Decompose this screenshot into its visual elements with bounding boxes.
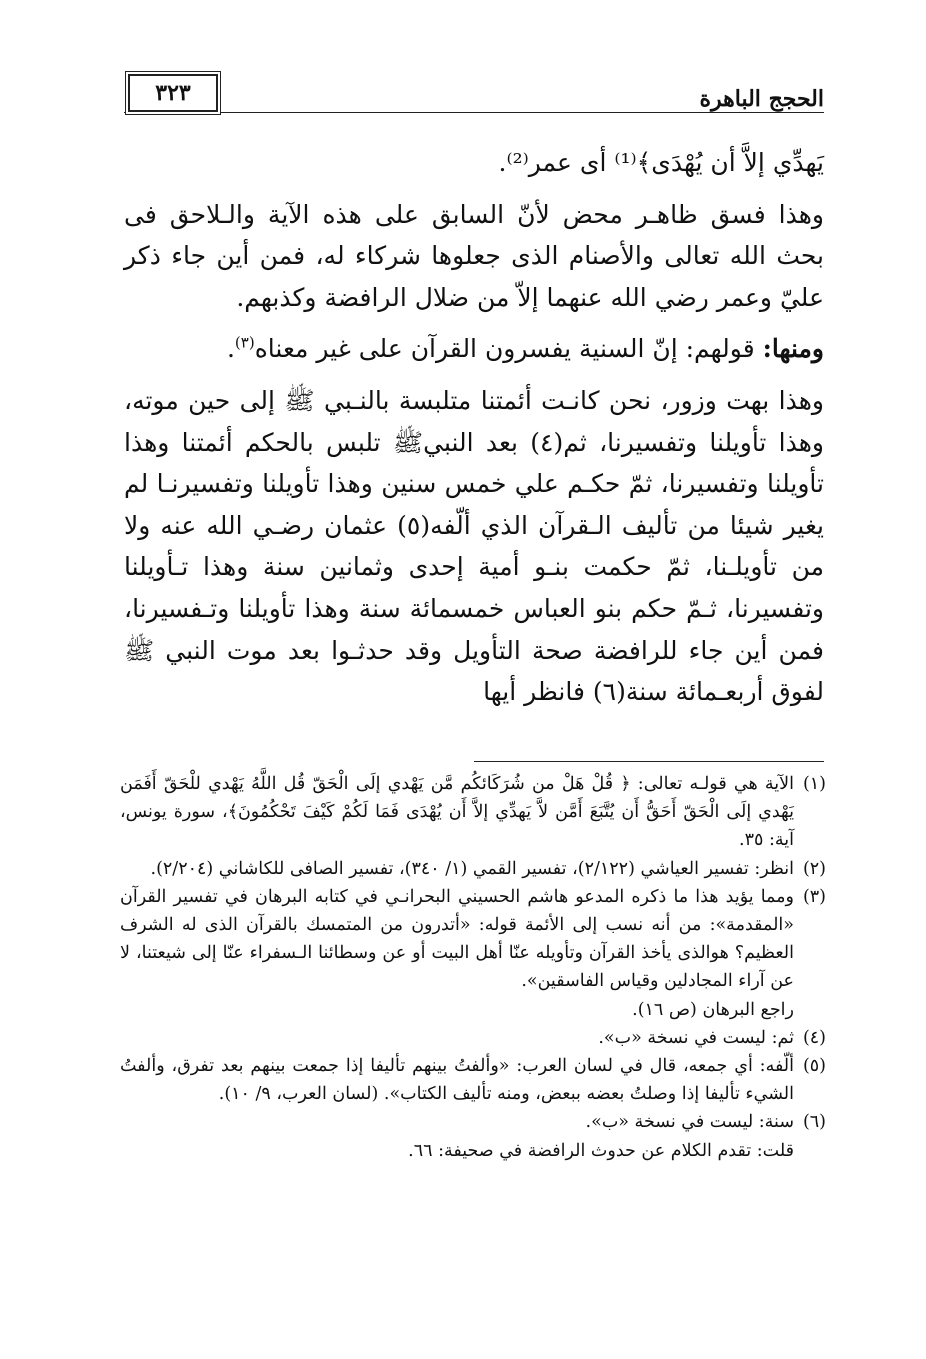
footnote-number: (٤) bbox=[802, 1027, 826, 1048]
footnote-2 bbox=[120, 855, 826, 883]
footnote-reference: راجع البرهان (ص ١٦). bbox=[632, 999, 794, 1020]
footnote-number: (٦) bbox=[802, 1112, 826, 1133]
footnote-number: (١) bbox=[802, 774, 826, 794]
footnote-5 bbox=[120, 1052, 826, 1108]
paragraph-3-text: قولهم: إنّ السنية يفسرون القرآن على غير معناه bbox=[254, 334, 755, 364]
paragraph-4: وهذا بهت وزور، نحن كانـت أئمتنا متلبسة بالنـبي ﷺ إلى حين موته، وهذا تأويلنا وتفسيرنا، ثم(٤) بعد النبيﷺ تلبس بالحكم أئمتنا وهذا تأويلنا وتفسيرنا، ثمّ حكـم علي خمس سنين وهذا تأويلنا وتفسيرنـا لم يغير شيئا من تأليف الـقرآن الذي ألّفه(٥) عثمان رضـي الله عنه ولا من تأويلـنا، ثمّ حكمت بنـو أمية إحدى وثمانين سنة وهذا تـأويلنا وتفسيرنا، ثـمّ حكم بنو العباس خمسمائة سنة وهذا تأويلنا وتـفسيرنا، فمن أين جاء للرافضة صحة التأويل وقد حدثـوا بعد موت النبي ﷺ لفوق أربعـمائة سنة(٦) فانظر أيها bbox=[124, 385, 824, 707]
footnote-separator bbox=[474, 761, 824, 762]
footnote-text: ثم: ليست في نسخة «ب». bbox=[598, 1027, 794, 1048]
footnote-number: (٢) bbox=[802, 858, 826, 879]
footnote-text: سنة: ليست في نسخة «ب». bbox=[585, 1112, 794, 1133]
footnote-3 bbox=[120, 883, 826, 1024]
footnote-text: ومما يؤيد هذا ما ذكره المدعو هاشم الحسيني البحرانـي في كتابه البرهان في تفسير القرآن «المقدمة»: من أنه نسب إلى الأئمة قوله: «أتدرون من المتمسك بالقرآن الذى له الشرف العظيم؟ هوالذى يأخذ القرآن وتأويله عنّا أهل البيت أو عن وسطائنا الـسفراء عنّا إلى شيعتنا، لا عن آراء المجادلين وقياس الفاسقين». bbox=[120, 886, 794, 992]
footnotes bbox=[120, 770, 826, 1165]
section-lead: ومنها: bbox=[762, 334, 824, 364]
footnote-text: الآية هي قولـه تعالى: ﴿ قُلْ هَلْ من شُرَكَائكُم مَّن يَهْدي إلَى الْحَقّ قُل اللَّهُ يَهْدي للْحَقّ أَفَمَن يَهْدي إلَى الْحَقّ أَحَقُّ أَن يُتَّبَعَ أَمَّن لاَّ يَهدِّي إلاَّ أَن يُهْدَى فَمَا لَكُمْ كَيْفَ تَحْكُمُونَ﴾، سورة يونس، آية: ٣٥. bbox=[120, 774, 794, 851]
paragraph-1: يَهدِّي إلاَّ أن يُهْدَى﴾⁽¹⁾ أى عمر⁽²⁾. bbox=[498, 148, 824, 177]
footnote-1 bbox=[120, 770, 826, 855]
running-title: الحجج الباهرة bbox=[699, 86, 824, 112]
paragraph-2: وهذا فسق ظاهـر محض لأنّ السابق على هذه الآية والـلاحق فى بحث الله تعالى والأصنام الذى جعلوها شركاء له، فمن أين جاء ذكر عليّ وعمر رضي الله عنهما إلاّ من ضلال الرافضة وكذبهم. bbox=[124, 199, 824, 312]
page-header bbox=[124, 68, 824, 113]
footnote-6 bbox=[120, 1108, 826, 1136]
main-text bbox=[124, 142, 824, 713]
footnote-ref-3: (٣) bbox=[234, 334, 255, 353]
closing-note: قلت: تقدم الكلام عن حدوث الرافضة في صحيفة: ٦٦. bbox=[408, 1140, 794, 1161]
footnote-text: انظر: تفسير العياشي (٢/١٢٢)، تفسير القمي (١/ ٣٤٠)، تفسير الصافى للكاشاني (٢/٢٠٤). bbox=[150, 858, 794, 879]
page-number: ٣٢٣ bbox=[128, 74, 218, 112]
paragraph-3: ومنها: قولهم: إنّ السنية يفسرون القرآن على غير معناه$^{(٣)}$. bbox=[226, 334, 824, 364]
footnote-number: (٥) bbox=[802, 1056, 826, 1077]
footnote-text: ألّفه: أي جمعه، قال في لسان العرب: «وألفتُ بينهم تأليفا إذا جمعت بينهم بعد تفرق، وألفتُ الشيء تأليفا إذا وصلتُ بعضه ببعض، ومنه تأليف الكتاب». (لسان العرب، ٩/ ١٠). bbox=[120, 1056, 794, 1105]
footnote-4 bbox=[120, 1024, 826, 1052]
footnote-number: (٣) bbox=[802, 886, 826, 907]
